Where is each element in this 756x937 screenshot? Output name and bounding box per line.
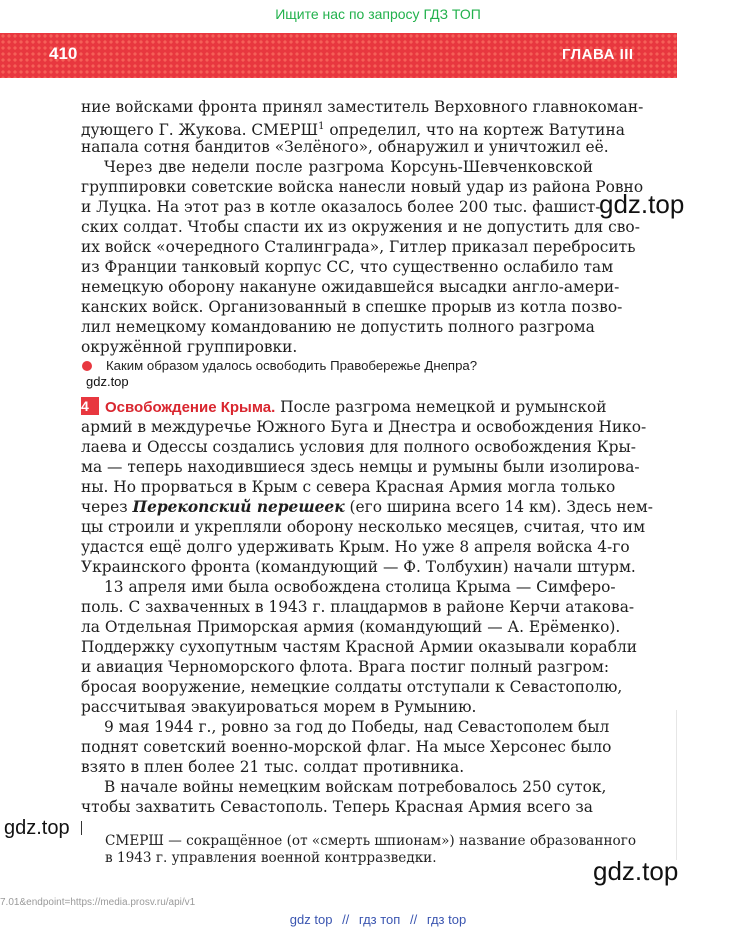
- text-line: их войск «очередного Сталинграда», Гитлер приказал перебросить: [81, 238, 636, 256]
- text-line: ских солдат. Чтобы спасти их из окружения и не допустить для сво-: [81, 218, 640, 236]
- text-line: чтобы захватить Севастополь. Теперь Красная Армия всего за: [81, 798, 593, 816]
- text-line: немецкую оборону накануне ожидавшейся высадки англо-амери-: [81, 278, 620, 296]
- bottom-link[interactable]: gdz top: [289, 912, 333, 927]
- text-line: Поддержку сухопутным частям Красной Армии оказывали корабли: [81, 638, 638, 656]
- text-line: канских войск. Организованный в спешке прорыв из котла позво-: [81, 298, 623, 316]
- text-line: поль. С захваченных в 1943 г. плацдармов в районе Керчи атакова-: [81, 598, 635, 616]
- text-line: напала сотня бандитов «Зелёного», обнаружил и уничтожил её.: [81, 138, 609, 156]
- text-line: бросая вооружение, немецкие солдаты отступали к Севастополю,: [81, 678, 623, 696]
- text-line: Через две недели после разгрома Корсунь-Шевченковской: [104, 158, 593, 176]
- question-bullet-icon: [82, 361, 92, 371]
- text-fragment: через: [81, 498, 133, 516]
- footnote-line: в 1943 г. управления военной контрразведки.: [105, 850, 437, 866]
- text-line: 13 апреля ими была освобождена столица Крыма — Симферо-: [104, 578, 616, 596]
- text-line: взято в плен более 21 тыс. солдат противника.: [81, 758, 465, 776]
- text-line: лаева и Одессы создались условия для полного освобождения Кры-: [81, 438, 636, 456]
- bottom-link[interactable]: гдз топ: [358, 912, 401, 927]
- text-line: 9 мая 1944 г., ровно за год до Победы, над Севастополем был: [104, 718, 610, 736]
- text-line: лил немецкому командованию не допустить полного разгрома: [81, 318, 595, 336]
- chapter-label: ГЛАВА III: [562, 46, 634, 63]
- text-line: цы строили и укрепляли оборону несколько месяцев, считая, что им: [81, 518, 646, 536]
- text-line: [81, 397, 607, 417]
- footnote-rule: [81, 821, 82, 835]
- section-number-badge: 4: [81, 397, 99, 415]
- bottom-link[interactable]: гдз top: [426, 912, 467, 927]
- text-fragment: определил, что на кортеж Ватутина: [324, 121, 625, 140]
- section-title: Освобождение Крыма.: [105, 399, 276, 416]
- footnote-line: СМЕРШ — сокращённое (от «смерть шпионам») название образованного: [105, 833, 636, 849]
- text-line: и Луцка. На этот раз в котле оказалось более 200 тыс. фашист-: [81, 198, 601, 216]
- text-line: ние войсками фронта принял заместитель Верховного главнокоман-: [81, 98, 644, 116]
- emphasized-term: Перекопский перешеек: [132, 498, 345, 516]
- bottom-links: [0, 912, 756, 927]
- text-line: удастся ещё долго удерживать Крым. Но уже 8 апреля войска 4-го: [81, 538, 630, 556]
- source-url-fragment: 7.01&endpoint=https://media.prosv.ru/api/v1: [0, 897, 196, 908]
- text-fragment: После разгрома немецкой и румынской: [275, 398, 607, 416]
- page-edge-line: [676, 710, 677, 860]
- top-search-link[interactable]: Ищите нас по запросу ГДЗ ТОП: [275, 6, 481, 22]
- text-line: Украинского фронта (командующий — Ф. Толбухин) начали штурм.: [81, 558, 636, 576]
- text-line: ла Отдельная Приморская армия (командующий — А. Ерёменко).: [81, 618, 621, 636]
- text-line: из Франции танковый корпус СС, что существенно ослабило там: [81, 258, 614, 276]
- watermark: gdz.top: [86, 374, 129, 389]
- page-number: 410: [49, 44, 78, 63]
- link-separator: //: [342, 912, 350, 927]
- text-line: армий в междуречье Южного Буга и Днестра и освобождения Нико-: [81, 418, 647, 436]
- footnote-marker: 1: [318, 121, 325, 132]
- text-line: [81, 497, 653, 517]
- text-line: поднят советский военно-морской флаг. На мысе Херсонес было: [81, 738, 612, 756]
- text-line: В начале войны немецким войскам потребовалось 250 суток,: [104, 778, 607, 796]
- text-line: рассчитывая эвакуироваться морем в Румынию.: [81, 698, 477, 716]
- text-line: и авиация Черноморского флота. Врага постиг полный разгром:: [81, 658, 610, 676]
- watermark: gdz.top: [593, 856, 679, 886]
- review-question: Каким образом удалось освободить Правобережье Днепра?: [106, 358, 478, 373]
- text-line: [81, 117, 625, 140]
- text-line: ма — теперь находившиеся здесь немцы и румыны были изолирова-: [81, 458, 640, 476]
- text-fragment: (его ширина всего 14 км). Здесь нем-: [344, 498, 653, 516]
- watermark: gdz.top: [599, 189, 685, 219]
- text-fragment: дующего Г. Жукова. СМЕРШ: [81, 121, 319, 140]
- link-separator: //: [409, 912, 418, 927]
- text-line: группировки советские войска нанесли новый удар из района Ровно: [81, 178, 644, 196]
- text-line: ны. Но прорваться в Крым с севера Красная Армия могла только: [81, 478, 616, 496]
- text-line: окружённой группировки.: [81, 338, 298, 356]
- watermark: gdz.top: [4, 817, 70, 839]
